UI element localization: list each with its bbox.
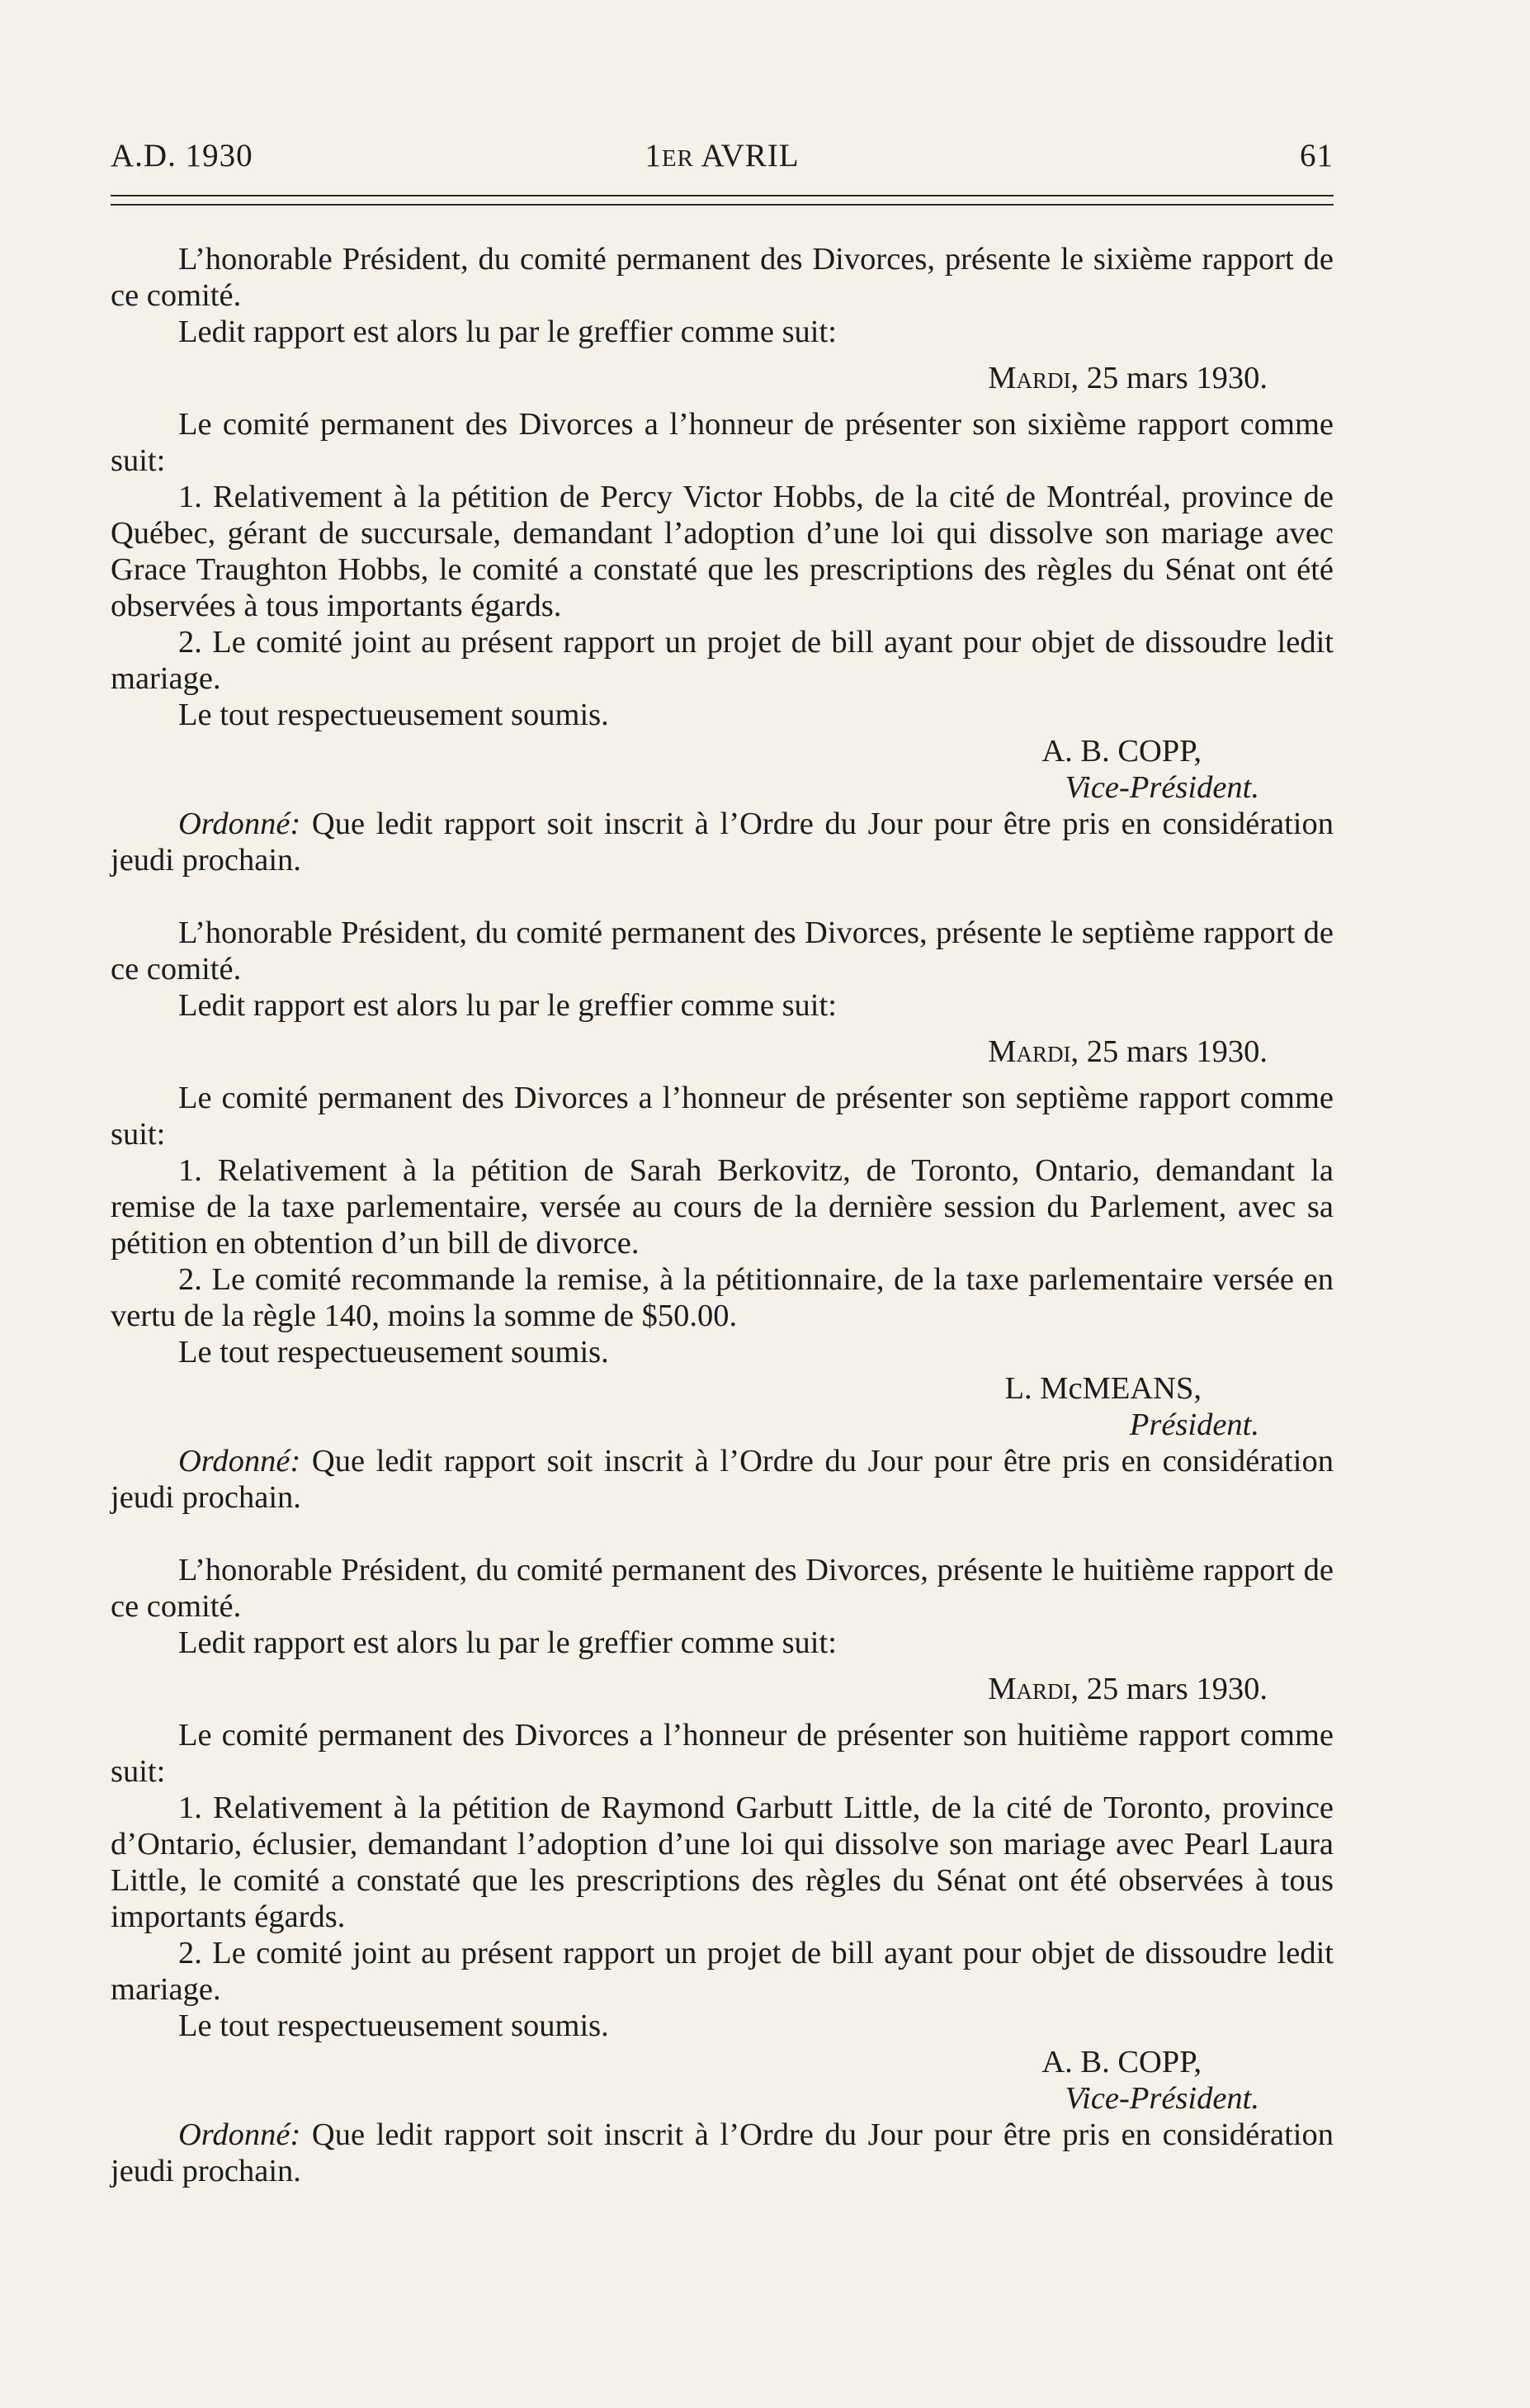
report-section-sixth <box>111 241 1334 878</box>
report-date-rest: , 25 mars 1930. <box>1070 1672 1268 1706</box>
report-section-seventh <box>111 915 1334 1516</box>
report-opening: Le comité permanent des Divorces a l’honneur de présenter son sixième rapport comme suit: <box>111 407 1334 478</box>
signer-name: A. B. COPP, <box>1041 2045 1202 2079</box>
spacer <box>111 350 1334 360</box>
report-section-eighth <box>111 1552 1334 2189</box>
report-read-line: Ledit rapport est alors lu par le greffier comme suit: <box>178 988 837 1023</box>
page-body <box>111 241 1334 2189</box>
header-year: A.D. 1930 <box>111 138 253 173</box>
running-header <box>111 137 1334 180</box>
report-closing: Le tout respectueusement soumis. <box>178 2008 609 2043</box>
report-date <box>111 1034 1334 1070</box>
header-date-prefix: 1 <box>645 138 662 173</box>
header-date-prefix-small: ER <box>661 145 694 172</box>
spacer <box>111 396 1334 406</box>
report-intro: L’honorable Président, du comité permanent des Divorces, présente le huitième rapport de ce comité. <box>111 1553 1334 1624</box>
spacer <box>111 1707 1334 1717</box>
report-closing: Le tout respectueusement soumis. <box>178 698 609 732</box>
order-paragraph <box>111 806 1334 878</box>
report-opening: Le comité permanent des Divorces a l’honneur de présenter son huitième rapport comme suit: <box>111 1718 1334 1789</box>
spacer <box>111 1661 1334 1671</box>
report-date-day: Mardi <box>988 1034 1071 1069</box>
signer-title: Président. <box>1129 1407 1259 1442</box>
header-date-main: AVRIL <box>693 138 800 173</box>
report-closing: Le tout respectueusement soumis. <box>178 1335 609 1370</box>
report-item-2: 2. Le comité joint au présent rapport un projet de bill ayant pour objet de dissoudre ledit mariage. <box>111 1936 1334 2007</box>
report-read-line: Ledit rapport est alors lu par le greffier comme suit: <box>178 315 837 349</box>
order-text: Que ledit rapport soit inscrit à l’Ordre du Jour pour être pris en considération jeudi prochain. <box>111 2117 1334 2188</box>
signer-title: Vice-Président. <box>1065 770 1259 805</box>
order-paragraph <box>111 2117 1334 2189</box>
report-read-line: Ledit rapport est alors lu par le greffier comme suit: <box>178 1625 837 1660</box>
report-date-rest: , 25 mars 1930. <box>1070 1034 1268 1069</box>
order-text: Que ledit rapport soit inscrit à l’Ordre du Jour pour être pris en considération jeudi prochain. <box>111 1444 1334 1515</box>
report-item-2: 2. Le comité joint au présent rapport un projet de bill ayant pour objet de dissoudre ledit mariage. <box>111 625 1334 696</box>
header-rule-top <box>111 195 1334 196</box>
spacer <box>111 1024 1334 1034</box>
header-rule-bottom <box>111 204 1334 206</box>
order-paragraph <box>111 1443 1334 1516</box>
report-date <box>111 1671 1334 1707</box>
signer-name: L. McMEANS, <box>1004 1371 1202 1406</box>
report-intro: L’honorable Président, du comité permanent des Divorces, présente le septième rapport de ce comité. <box>111 915 1334 986</box>
report-intro: L’honorable Président, du comité permanent des Divorces, présente le sixième rapport de ce comité. <box>111 242 1334 313</box>
order-text: Que ledit rapport soit inscrit à l’Ordre du Jour pour être pris en considération jeudi prochain. <box>111 807 1334 878</box>
order-label: Ordonné: <box>178 1444 301 1478</box>
report-date <box>111 360 1334 396</box>
signer-name: A. B. COPP, <box>1041 734 1202 769</box>
order-label: Ordonné: <box>178 807 301 841</box>
order-label: Ordonné: <box>178 2117 301 2152</box>
page-number: 61 <box>1300 138 1334 173</box>
report-date-day: Mardi <box>988 361 1071 395</box>
report-item-2: 2. Le comité recommande la remise, à la pétitionnaire, de la taxe parlementaire versée en vertu de la règle 140, moins la somme de $50.00. <box>111 1262 1334 1333</box>
report-opening: Le comité permanent des Divorces a l’honneur de présenter son septième rapport comme suit: <box>111 1081 1334 1152</box>
header-date <box>111 137 1334 174</box>
report-item-1: 1. Relativement à la pétition de Raymond Garbutt Little, de la cité de Toronto, province d’Ontario, éclusier, demandant l’adoption d’une loi qui dissolve son mariage avec Pearl Laura Little, le comité a constaté que les prescriptions des règles du Sénat ont été observées à tous importants égards. <box>111 1791 1334 1934</box>
report-item-1: 1. Relativement à la pétition de Sarah Berkovitz, de Toronto, Ontario, demandant la remise de la taxe parlementaire, versée au cours de la dernière session du Parlement, avec sa pétition en obtention d’un bill de divorce. <box>111 1153 1334 1261</box>
spacer <box>111 1070 1334 1080</box>
report-item-1: 1. Relativement à la pétition de Percy Victor Hobbs, de la cité de Montréal, province de Québec, gérant de succursale, demandant l’adoption d’une loi qui dissolve son mariage avec Grace Traughton Hobbs, le comité a constaté que les prescriptions des règles du Sénat ont été observées à tous importants égards. <box>111 480 1334 623</box>
signer-title: Vice-Président. <box>1065 2081 1259 2116</box>
report-date-rest: , 25 mars 1930. <box>1070 361 1268 395</box>
report-date-day: Mardi <box>988 1672 1071 1706</box>
